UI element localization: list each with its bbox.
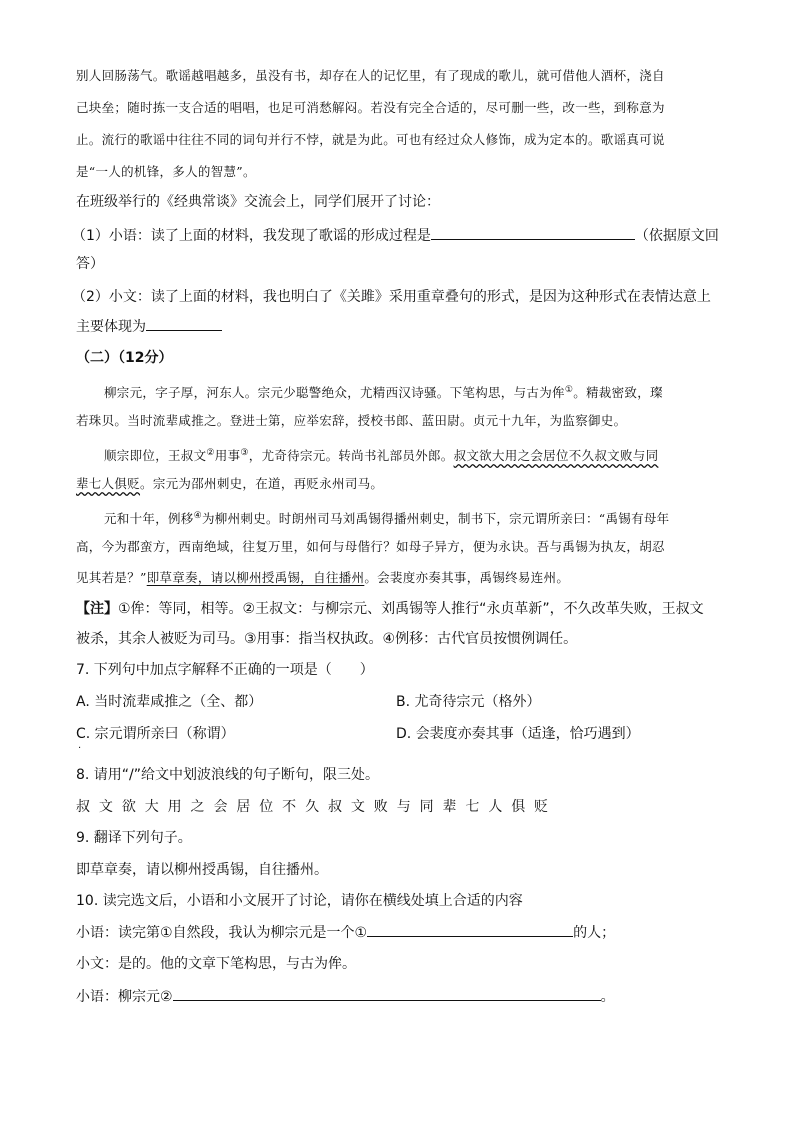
- passage-line-4: 是“一人的机锋，多人的智慧”。: [76, 164, 256, 179]
- classical-p3-c2: 。会裴度亦奏其事，禹锡终易连州。: [364, 570, 570, 585]
- classical-p1-a-end: 。精裁密致，璨: [573, 385, 663, 401]
- option-d[interactable]: D. 会裴度亦奏其事（适逢，恰巧遇到）: [396, 726, 640, 742]
- notes-label: 【注】: [76, 601, 118, 617]
- q10-xiaoyu-1-end: 的人；: [573, 925, 616, 941]
- section-heading: （二）（12分）: [76, 350, 173, 366]
- q10-xiaoyu-2-end: 。: [600, 989, 615, 1005]
- notes-line-1: [76, 599, 704, 619]
- char-3: 大: [144, 799, 159, 815]
- underlined-sentence: 即草章奏，请以柳州授禹锡，自往播州: [146, 570, 365, 585]
- note-ref-4: ④: [193, 511, 202, 521]
- char-7: 居: [236, 799, 251, 815]
- question-2-text-2: 主要体现为: [76, 319, 146, 335]
- wavy-sentence-part-1: 叔文欲大用之会居位不久叔文败与同: [453, 448, 659, 464]
- char-15: 同: [419, 799, 434, 815]
- char-11: 叔: [327, 799, 342, 815]
- question-10-line-1: [76, 922, 615, 943]
- classical-p1-a: 柳宗元，字子厚，河东人。宗元少聪警绝众，尤精西汉诗骚。下笔构思，与古为侔: [104, 385, 565, 401]
- option-c[interactable]: C. 宗元谓所亲曰（称谓）: [76, 726, 235, 742]
- classical-p2-a3: ，尤奇待宗元。转尚书礼部员外郎。: [248, 448, 454, 464]
- question-1-text: （1）小语：读了上面的材料，我发现了歌谣的形成过程是: [72, 228, 431, 244]
- classical-p1-line-2: 若珠贝。当时流辈咸推之。登进士第，应举宏辞，授校书郎、蓝田尉。贞元十九年，为监察御史。: [76, 413, 627, 428]
- question-2-line-2: [76, 316, 222, 337]
- question-1-tail-2: 答）: [76, 256, 104, 272]
- question-2: （2）小文：读了上面的材料，我也明白了《关雎》采用重章叠句的形式，是因为这种形式在表情达意上: [72, 289, 711, 305]
- char-19: 俱: [511, 799, 526, 815]
- stray-dot: ·: [78, 743, 82, 754]
- question-10-line-2: 小文：是的。他的文章下笔构思，与古为侔。: [76, 956, 356, 972]
- char-12: 文: [350, 799, 365, 815]
- q10-xiaoyu-2: 小语：柳宗元②: [76, 989, 173, 1005]
- note-ref-3: ③: [240, 448, 249, 458]
- question-10-stem: 10. 读完选文后，小语和小文展开了讨论，请你在横线处填上合适的内容: [76, 893, 523, 909]
- classical-p2-a2: 用事: [214, 448, 241, 464]
- char-16: 辈: [442, 799, 457, 815]
- question-8-sentence: [76, 797, 548, 817]
- char-0: 叔: [76, 799, 90, 815]
- question-8-stem: 8. 请用“/”给文中划波浪线的句子断句，限三处。: [76, 767, 380, 783]
- classical-p2-a1: 顺宗即位，王叔文: [104, 448, 207, 464]
- char-20: 贬: [534, 799, 549, 815]
- option-b[interactable]: B. 尤奇待宗元（格外）: [396, 694, 541, 710]
- char-18: 人: [488, 799, 503, 815]
- classical-p3-line-2: 高，今为郡蛮方，西南绝域，往复万里，如何与母偕行？如母子异方，便为永诀。吾与禹锡为执友，胡忍: [76, 539, 665, 554]
- wavy-sentence-part-2: 辈七人俱贬: [76, 476, 141, 491]
- question-1-tail: （依据原文回: [634, 228, 719, 244]
- notes-line-2: 被杀，其余人被贬为司马。③用事：指当权执政。④例移：古代官员按惯例调任。: [76, 631, 578, 647]
- discussion-intro: 在班级举行的《经典常谈》交流会上，同学们展开了讨论：: [76, 194, 440, 210]
- char-5: 之: [190, 799, 205, 815]
- classical-p3-line-1: [104, 506, 669, 529]
- note-ref-1: ①: [564, 385, 574, 395]
- char-1: 文: [98, 799, 113, 815]
- question-1: [72, 225, 719, 246]
- char-2: 欲: [121, 799, 136, 815]
- answer-blank-3[interactable]: [367, 922, 573, 937]
- answer-blank-2[interactable]: [146, 316, 222, 331]
- classical-p1-line-1: [104, 380, 663, 403]
- answer-blank-4[interactable]: [173, 986, 601, 1001]
- passage-line-3: 止。流行的歌谣中往往不同的词句并行不悖，就是为此。可也有经过众人修饰，成为定本的。歌谣真可说: [76, 132, 665, 147]
- char-13: 败: [373, 799, 388, 815]
- char-4: 用: [167, 799, 182, 815]
- notes-text-1: ①侔：等同，相等。②王叔文：与柳宗元、刘禹锡等人推行“永贞革新”，不久改革失败，王叔文: [118, 601, 704, 617]
- char-10: 久: [305, 799, 320, 815]
- char-14: 与: [396, 799, 411, 815]
- question-9-stem: 9. 翻译下列句子。: [76, 830, 192, 846]
- answer-blank-1[interactable]: [431, 225, 635, 240]
- option-a[interactable]: A. 当时流辈咸推之（全、都）: [76, 694, 263, 710]
- question-10-line-3: [76, 986, 615, 1007]
- passage-line-2: 己块垒；随时拣一支合适的唱唱，也足可消愁解闷。若没有完全合适的，尽可删一些，改一些，到称意为: [76, 100, 665, 115]
- note-ref-2: ②: [206, 448, 215, 458]
- classical-p3-line-3: [76, 568, 569, 588]
- char-9: 不: [282, 799, 297, 815]
- char-8: 位: [259, 799, 274, 815]
- classical-p2-line-2: [76, 474, 383, 494]
- char-17: 七: [465, 799, 480, 815]
- passage-line-1: 别人回肠荡气。歌谣越唱越多，虽没有书，却存在人的记忆里，有了现成的歌儿，就可借他人酒杯，浇自: [76, 68, 665, 83]
- question-9-sentence: 即草章奏，请以柳州授禹锡，自往播州。: [76, 862, 328, 878]
- classical-p2-b-rest: 。宗元为邵州刺史，在道，再贬永州司马。: [140, 476, 384, 491]
- question-7-stem: 7. 下列句中加点字解释不正确的一项是（ ）: [76, 662, 374, 678]
- q10-xiaoyu-1: 小语：读完第①自然段，我认为柳宗元是一个①: [76, 925, 368, 941]
- classical-p3-a2: 为柳州刺史。时朗州司马刘禹锡得播州刺史，制书下，宗元谓所亲曰：“禹锡有母年: [201, 511, 670, 527]
- char-6: 会: [213, 799, 228, 815]
- classical-p3-a1: 元和十年，例移: [104, 511, 194, 527]
- classical-p2-line-1: [104, 443, 658, 466]
- classical-p3-c1: 见其若是？”: [76, 570, 147, 585]
